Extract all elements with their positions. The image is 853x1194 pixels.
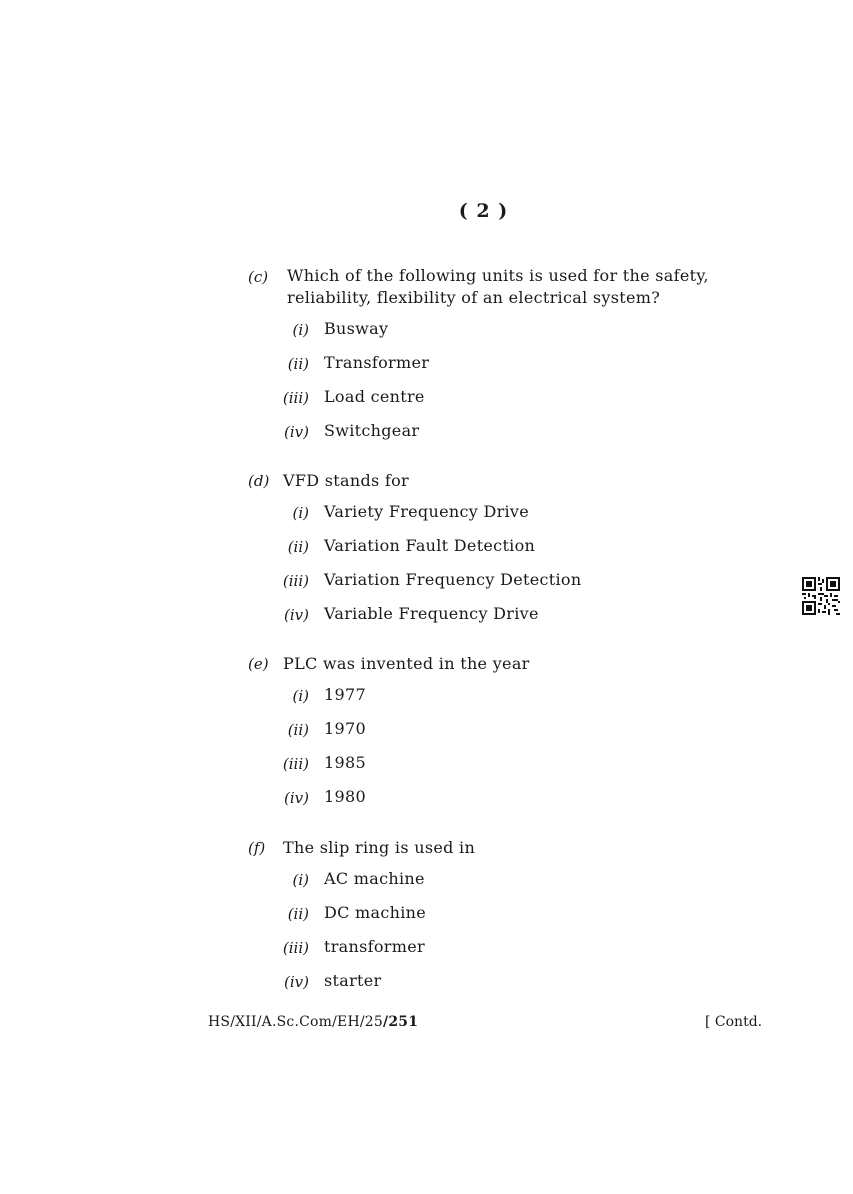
contd-label: [ Contd. <box>705 1014 763 1030</box>
paper-code: HS/XII/A.Sc.Com/EH/25/251 <box>208 1014 419 1030</box>
option: (iii) Variation Frequency Detection <box>282 570 582 590</box>
option: (iii) 1985 <box>282 753 366 773</box>
option: (i) AC machine <box>292 869 425 889</box>
option: (iii) Load centre <box>282 387 425 407</box>
option: (ii) Variation Fault Detection <box>287 536 536 556</box>
option: (iv) 1980 <box>284 787 366 807</box>
page-number: ( 2 ) <box>458 200 509 222</box>
question-label: (e) <box>248 655 269 673</box>
option: (i) Variety Frequency Drive <box>292 502 530 522</box>
question-text: The slip ring is used in <box>283 838 476 857</box>
option: (ii) 1970 <box>287 719 366 739</box>
question-c <box>248 265 728 449</box>
qr-code-icon <box>802 577 840 615</box>
question-text: VFD stands for <box>283 471 409 490</box>
option: (iv) starter <box>284 971 382 991</box>
question-label: (d) <box>248 472 270 490</box>
option: (i) 1977 <box>292 685 366 705</box>
question-text: PLC was invented in the year <box>283 654 530 673</box>
option: (iv) Variable Frequency Drive <box>284 604 539 624</box>
option: (ii) Transformer <box>287 353 430 373</box>
option: (iii) transformer <box>282 937 425 957</box>
question-f <box>248 837 728 999</box>
question-label: (c) <box>248 268 269 286</box>
question-label: (f) <box>248 839 266 857</box>
option: (i) Busway <box>292 319 389 339</box>
question-e <box>248 653 728 815</box>
option: (iv) Switchgear <box>284 421 420 441</box>
question-text: Which of the following units is used for the safety, reliability, flexibility of an electrical system? <box>287 266 709 307</box>
question-d <box>248 470 728 632</box>
option: (ii) DC machine <box>287 903 427 923</box>
